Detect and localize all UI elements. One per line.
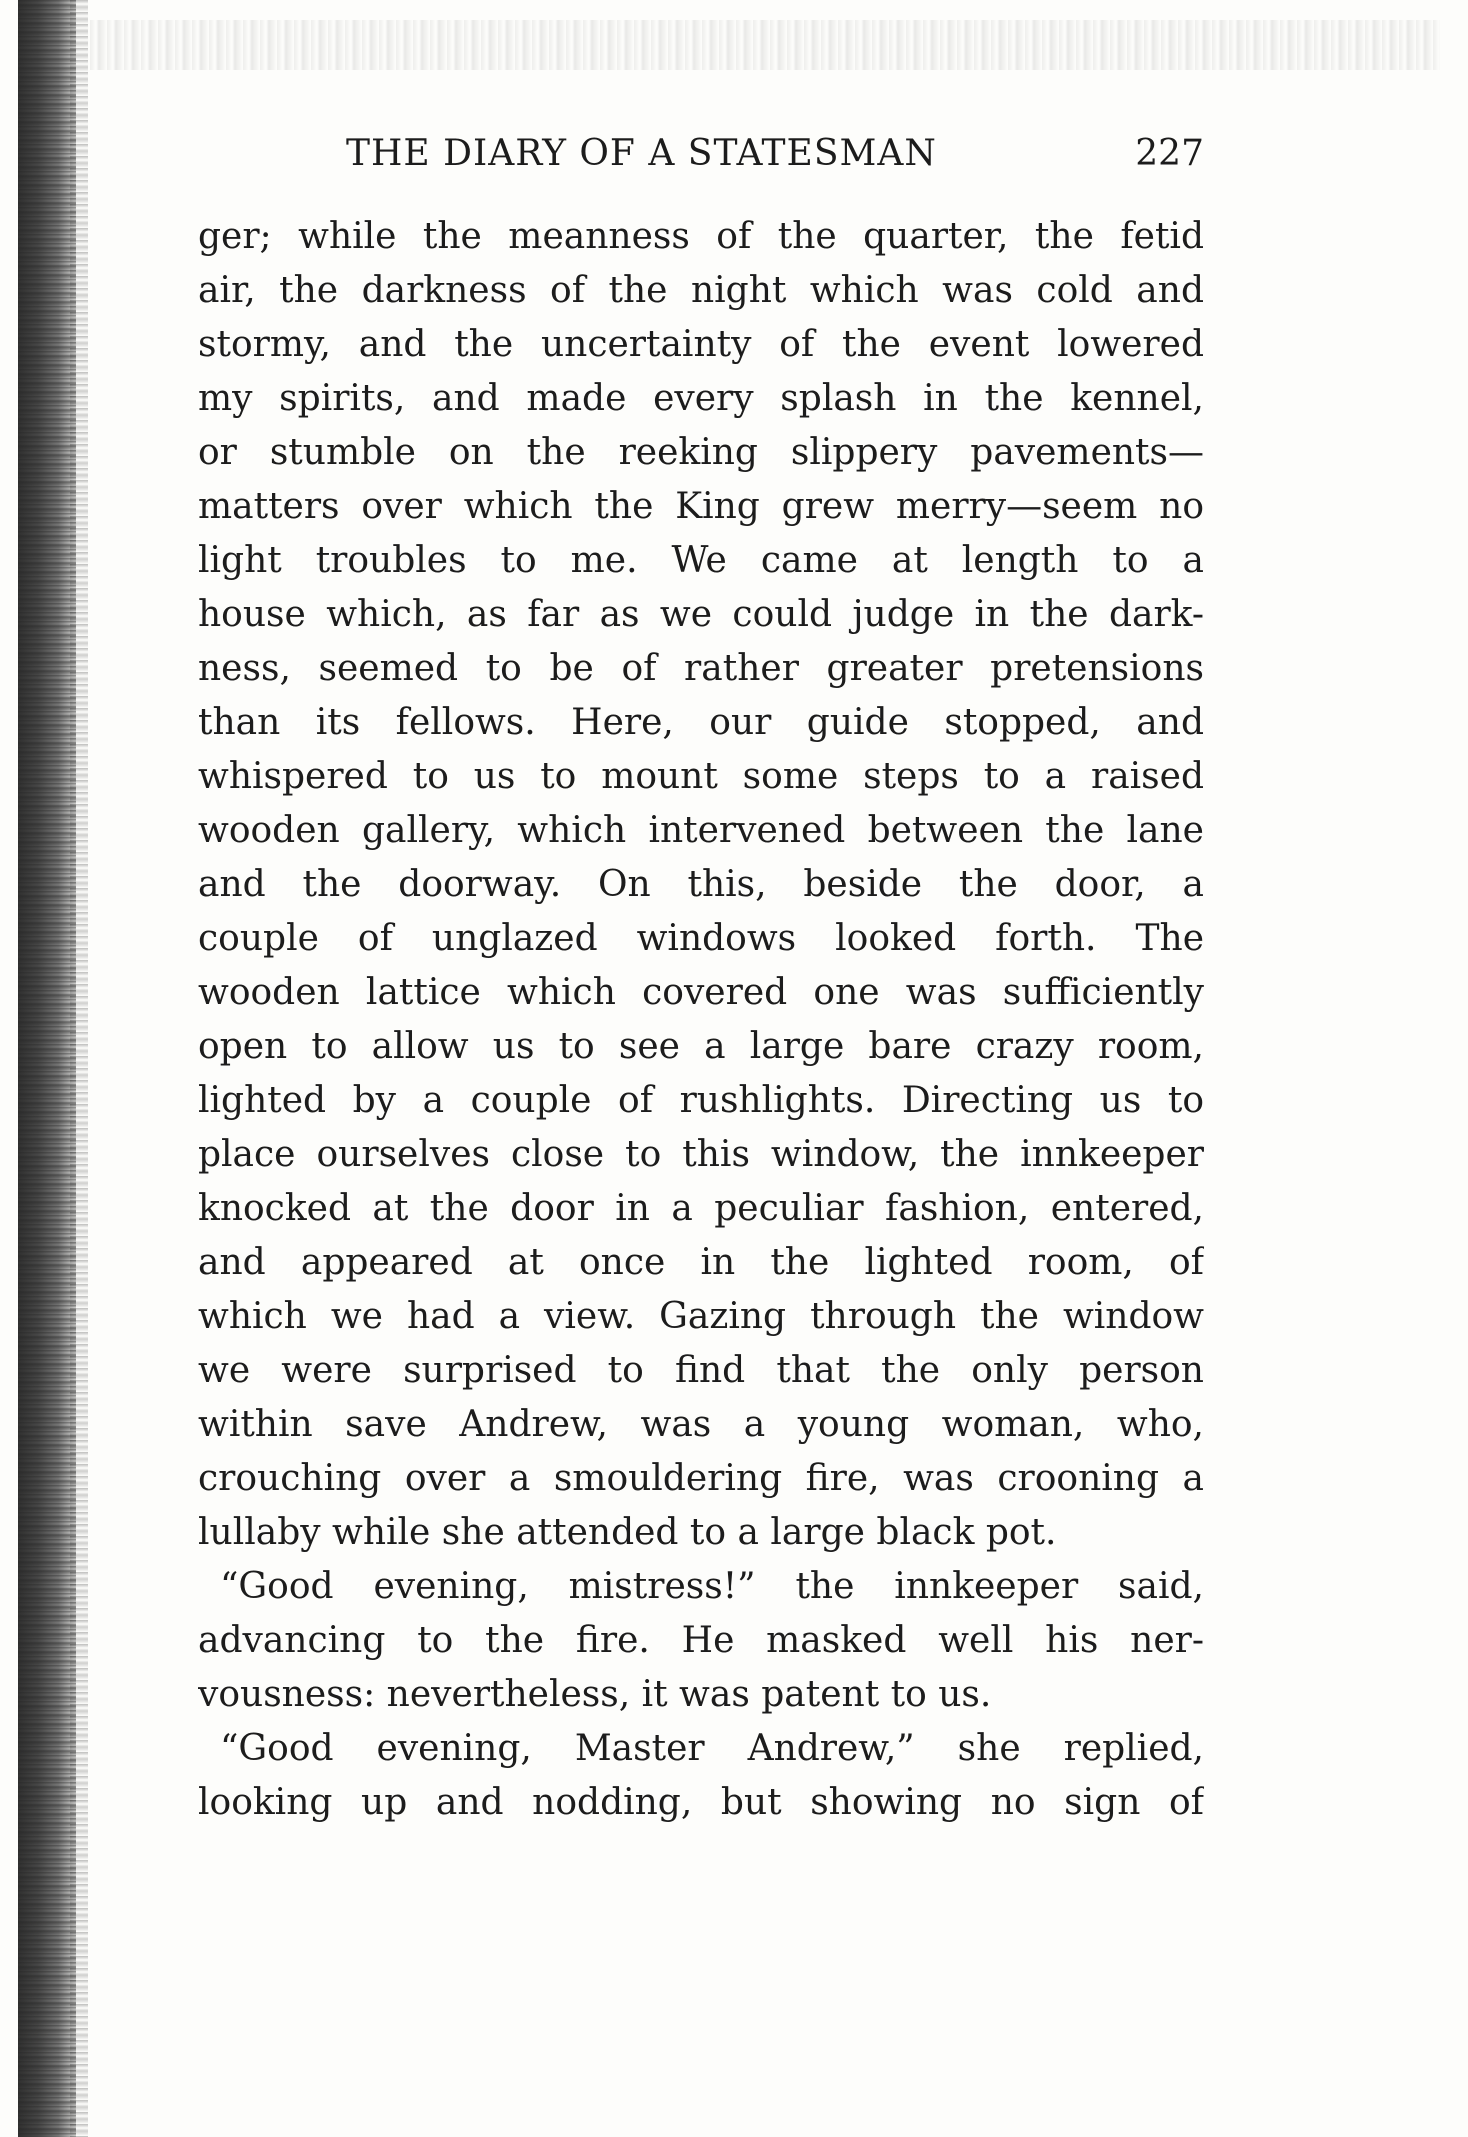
text-line: knocked at the door in a peculiar fashion, entered, xyxy=(198,1188,1204,1229)
text-line: place ourselves close to this window, the innkeeper xyxy=(198,1134,1204,1175)
text-line: air, the darkness of the night which was cold and xyxy=(198,270,1204,311)
body-text xyxy=(198,210,1204,1830)
text-line: ger; while the meanness of the quarter, the fetid xyxy=(198,216,1204,257)
text-line: vousness: nevertheless, it was patent to us. xyxy=(198,1674,992,1715)
text-line: we were surprised to find that the only person xyxy=(198,1350,1204,1391)
page-header xyxy=(198,128,1204,180)
scan-gutter-shadow xyxy=(18,0,76,2137)
text-line: light troubles to me. We came at length to a xyxy=(198,540,1204,581)
running-title: THE DIARY OF A STATESMAN xyxy=(346,133,937,174)
text-line: than its fellows. Here, our guide stopped, and xyxy=(198,702,1204,743)
text-line: advancing to the fire. He masked well his ner- xyxy=(198,1620,1204,1661)
text-line: wooden lattice which covered one was sufficiently xyxy=(198,972,1204,1013)
text-line: and the doorway. On this, beside the door, a xyxy=(198,864,1204,905)
text-line: my spirits, and made every splash in the kennel, xyxy=(198,378,1204,419)
text-line: within save Andrew, was a young woman, who, xyxy=(198,1404,1204,1445)
scan-speckle xyxy=(90,20,1440,70)
text-line: couple of unglazed windows looked forth. The xyxy=(198,918,1204,959)
text-line: looking up and nodding, but showing no sign of xyxy=(198,1782,1204,1823)
scan-gutter-edge xyxy=(70,0,88,2137)
text-line: and appeared at once in the lighted room, of xyxy=(198,1242,1204,1283)
text-line: whispered to us to mount some steps to a raised xyxy=(198,756,1204,797)
text-line: “Good evening, mistress!” the innkeeper said, xyxy=(220,1566,1204,1607)
text-line: stormy, and the uncertainty of the event lowered xyxy=(198,324,1204,365)
text-line: which we had a view. Gazing through the window xyxy=(198,1296,1204,1337)
text-line: lighted by a couple of rushlights. Directing us to xyxy=(198,1080,1204,1121)
text-line: lullaby while she attended to a large black pot. xyxy=(198,1512,1057,1553)
text-line: or stumble on the reeking slippery pavements— xyxy=(198,432,1204,473)
text-line: crouching over a smouldering fire, was crooning a xyxy=(198,1458,1204,1499)
text-line: ness, seemed to be of rather greater pretensions xyxy=(198,648,1204,689)
text-line: wooden gallery, which intervened between the lane xyxy=(198,810,1204,851)
text-line: “Good evening, Master Andrew,” she replied, xyxy=(220,1728,1204,1769)
text-line: matters over which the King grew merry—seem no xyxy=(198,486,1204,527)
page-number: 227 xyxy=(1135,133,1204,174)
text-line: open to allow us to see a large bare crazy room, xyxy=(198,1026,1204,1067)
text-line: house which, as far as we could judge in the dark- xyxy=(198,594,1204,635)
